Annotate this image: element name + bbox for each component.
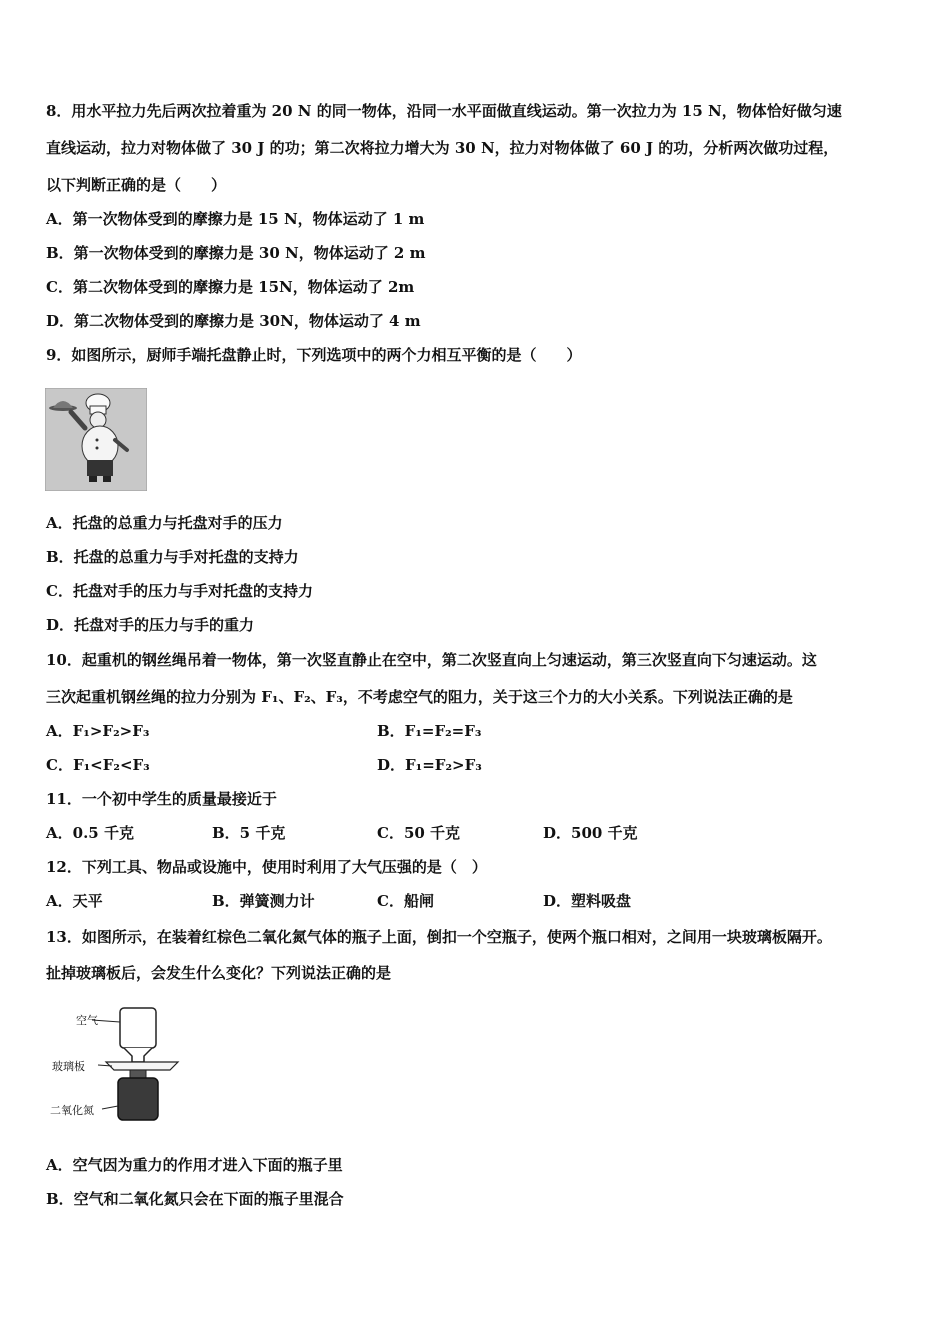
chef-figure [45, 388, 147, 491]
q9-option-b[interactable]: B．托盘的总重力与手对托盘的支持力 [46, 548, 299, 566]
q12-option-a[interactable]: A．天平 [46, 892, 103, 910]
q8-option-b[interactable]: B．第一次物体受到的摩擦力是 30 N，物体运动了 2 m [46, 244, 426, 262]
q9-stem: 9．如图所示，厨师手端托盘静止时，下列选项中的两个力相互平衡的是（ ） [46, 346, 582, 364]
q10-option-c[interactable]: C．F₁<F₂<F₃ [46, 756, 150, 774]
q8-option-c[interactable]: C．第二次物体受到的摩擦力是 15N，物体运动了 2m [46, 278, 415, 296]
q11-option-c[interactable]: C．50 千克 [377, 824, 461, 842]
q9-option-d[interactable]: D．托盘对手的压力与手的重力 [46, 616, 255, 634]
q10-stem-line1: 10．起重机的钢丝绳吊着一物体，第一次竖直静止在空中，第二次竖直向上匀速运动，第三次竖直向下匀速运动。这 [46, 651, 817, 669]
q13-option-a[interactable]: A．空气因为重力的作用才进入下面的瓶子里 [46, 1156, 343, 1174]
q8-option-d[interactable]: D．第二次物体受到的摩擦力是 30N，物体运动了 4 m [46, 312, 421, 330]
q12-stem: 12．下列工具、物品或设施中，使用时利用了大气压强的是（ ） [46, 858, 487, 876]
q10-option-d[interactable]: D．F₁=F₂>F₃ [377, 756, 482, 774]
q13-option-b[interactable]: B．空气和二氧化氮只会在下面的瓶子里混合 [46, 1190, 344, 1208]
q11-option-a[interactable]: A．0.5 千克 [46, 824, 134, 842]
q11-option-b[interactable]: B．5 千克 [212, 824, 286, 842]
q13-stem-line2: 扯掉玻璃板后，会发生什么变化？下列说法正确的是 [46, 964, 392, 982]
label-nitrogen-dioxide: 二氧化氮 [50, 1104, 94, 1117]
bottles-figure [46, 1000, 196, 1125]
q12-option-b[interactable]: B．弹簧测力计 [212, 892, 315, 910]
q10-option-a[interactable]: A．F₁>F₂>F₃ [46, 722, 150, 740]
q8-stem-line3: 以下判断正确的是（ ） [46, 176, 227, 194]
q9-option-c[interactable]: C．托盘对手的压力与手对托盘的支持力 [46, 582, 313, 600]
q12-option-c[interactable]: C．船闸 [377, 892, 434, 910]
q10-stem-line2: 三次起重机钢丝绳的拉力分别为 F₁、F₂、F₃，不考虑空气的阻力，关于这三个力的大小关系。下列说法正确的是 [46, 688, 793, 706]
q13-stem-line1: 13．如图所示，在装着红棕色二氧化氮气体的瓶子上面，倒扣一个空瓶子，使两个瓶口相对，之间用一块玻璃板隔开。 [46, 928, 832, 946]
label-glass-plate: 玻璃板 [52, 1060, 85, 1073]
q12-option-d[interactable]: D．塑料吸盘 [543, 892, 632, 910]
q8-stem-line1: 8．用水平拉力先后两次拉着重为 20 N 的同一物体，沿同一水平面做直线运动。第一次拉力为 15 N，物体恰好做匀速 [46, 102, 842, 120]
q9-option-a[interactable]: A．托盘的总重力与托盘对手的压力 [46, 514, 283, 532]
q11-stem: 11．一个初中学生的质量最接近于 [46, 790, 277, 808]
q8-stem-line2: 直线运动，拉力对物体做了 30 J 的功；第二次将拉力增大为 30 N，拉力对物体做了 60 J 的功，分析两次做功过程， [46, 139, 839, 157]
label-air: 空气 [76, 1014, 98, 1027]
q11-option-d[interactable]: D．500 千克 [543, 824, 638, 842]
q10-option-b[interactable]: B．F₁=F₂=F₃ [377, 722, 482, 740]
q8-option-a[interactable]: A．第一次物体受到的摩擦力是 15 N，物体运动了 1 m [46, 210, 425, 228]
